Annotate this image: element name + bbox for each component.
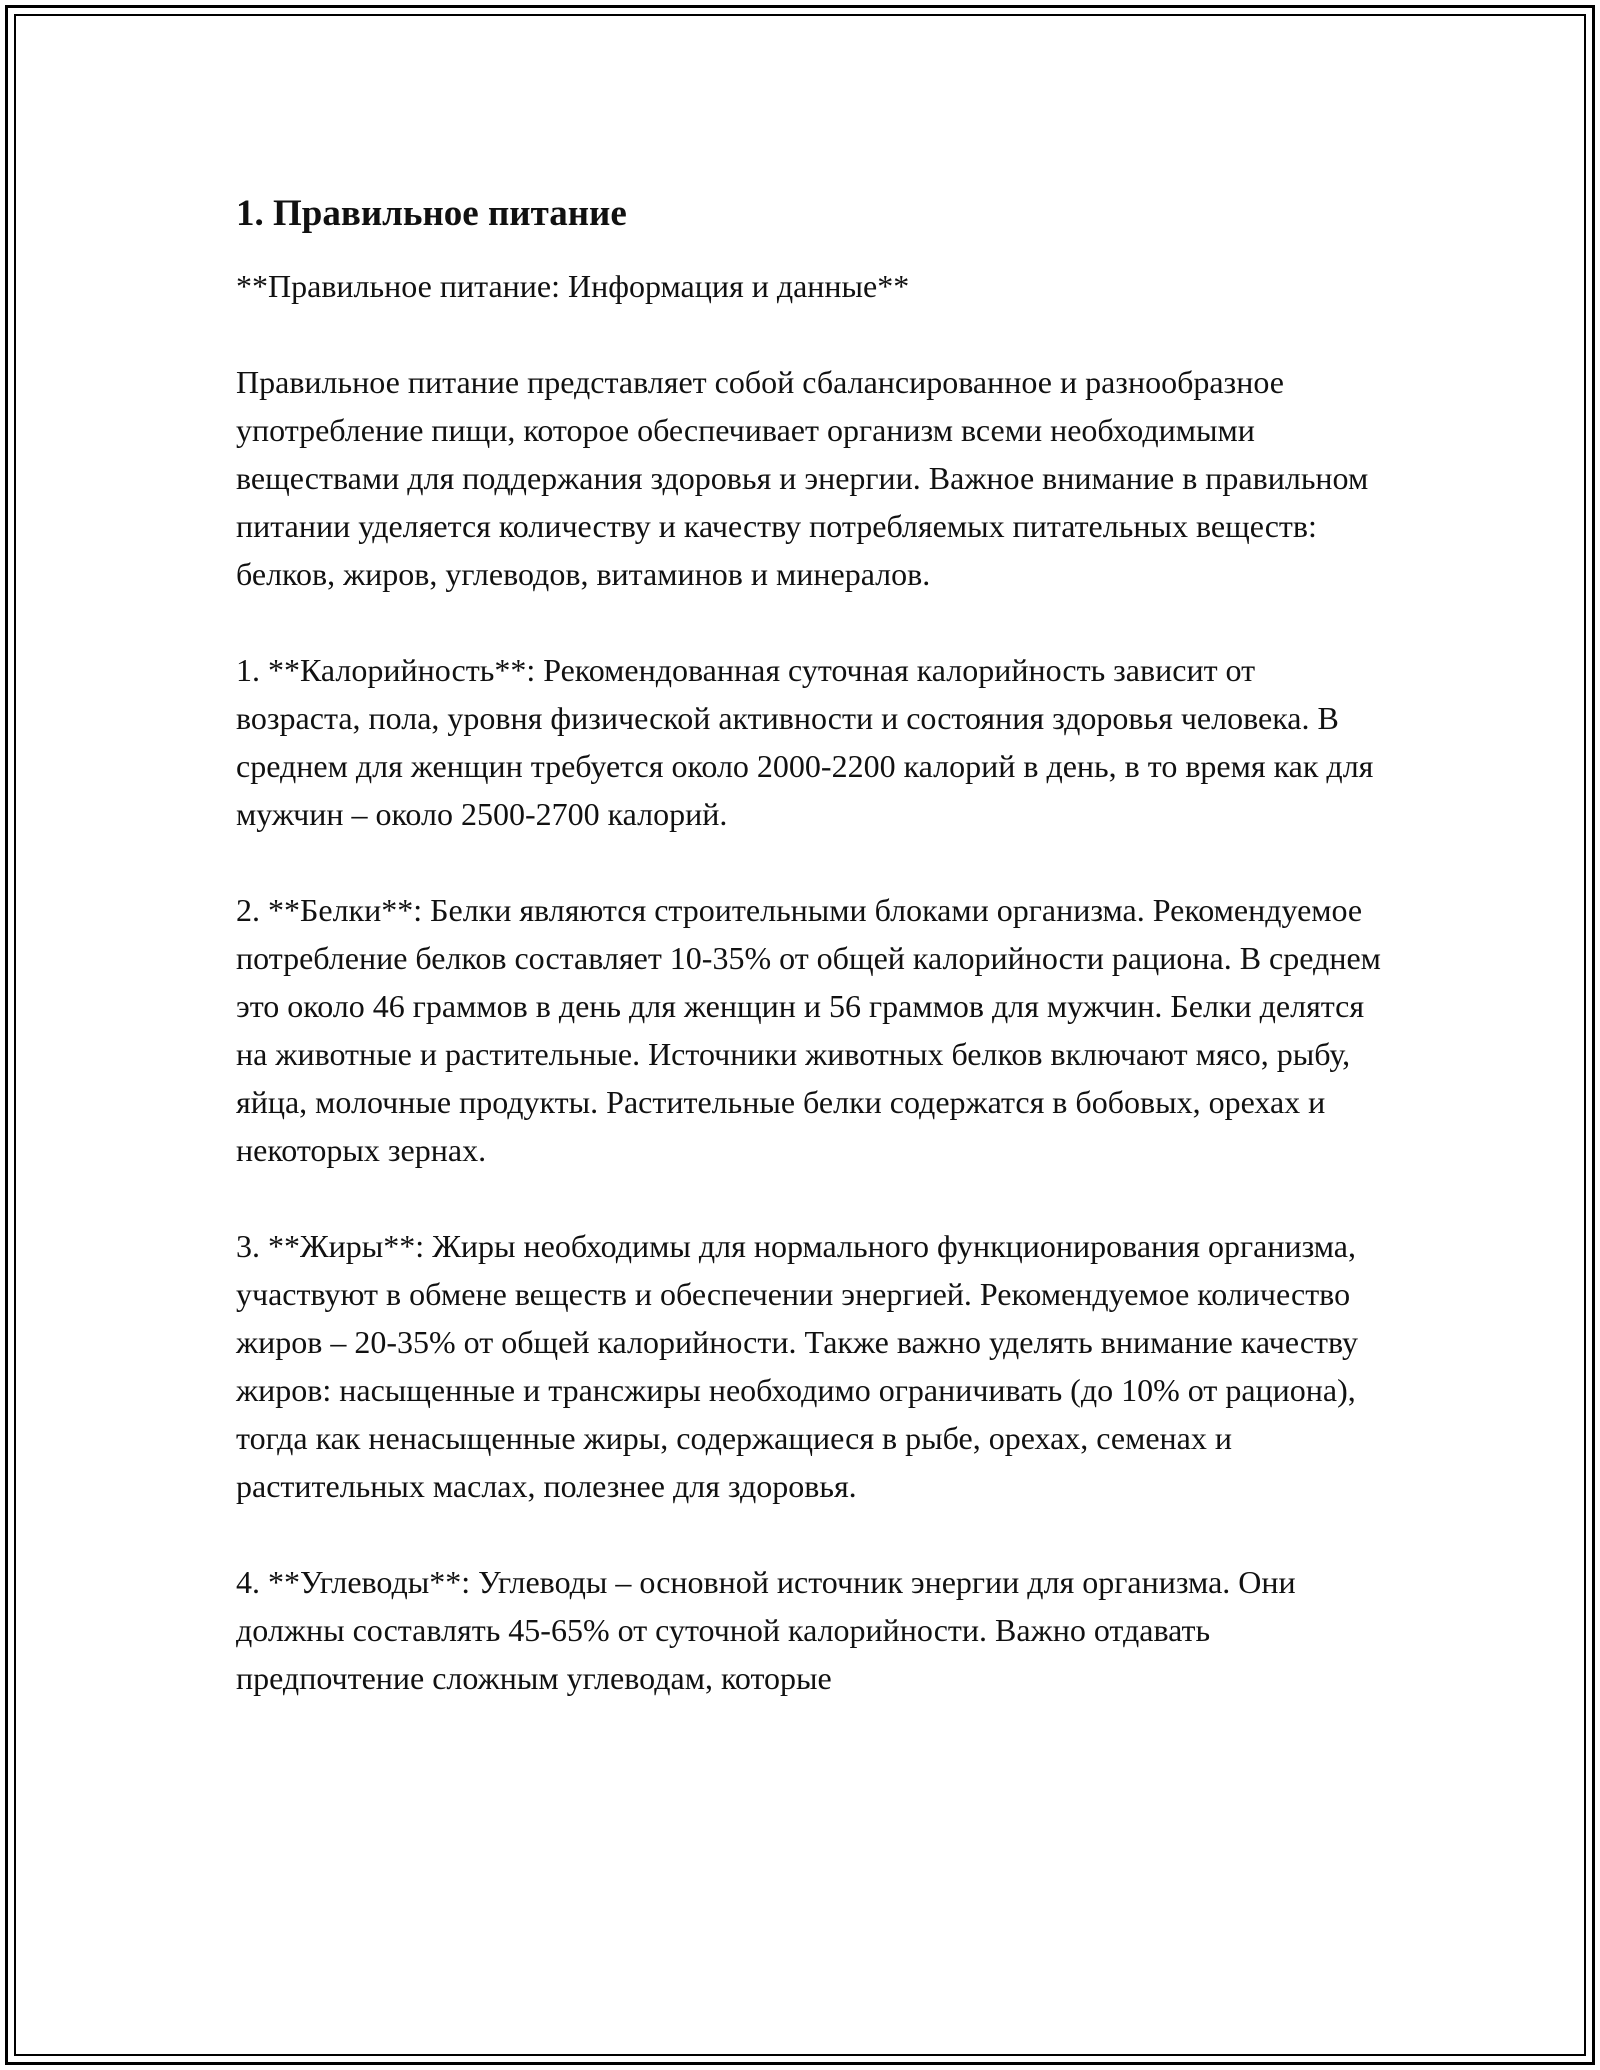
document-title: 1. Правильное питание — [236, 193, 627, 234]
document-body — [236, 190, 1386, 1702]
paragraph-fats: 3. **Жиры**: Жиры необходимы для нормального функционирования организма, участвуют в обмене веществ и обеспечении энергией. Рекомендуемое количество жиров – 20-35% от общей калорийности. Также важно уделять внимание качеству жиров: насыщенные и трансжиры необходимо ограничивать (до 10% от рациона), тогда как ненасыщенные жиры, содержащиеся в рыбе, орехах, семенах и растительных маслах, полезнее для здоровья. — [236, 1228, 1359, 1504]
paragraph-intro: Правильное питание представляет собой сбалансированное и разнообразное употребление пищи, которое обеспечивает организм всеми необходимыми веществами для поддержания здоровья и энергии. Важное внимание в правильном питании уделяется количеству и качеству потребляемых питательных веществ: белков, жиров, углеводов, витаминов и минералов. — [236, 364, 1369, 592]
paragraph-carbohydrates: 4. **Углеводы**: Углеводы – основной источник энергии для организма. Они должны составлять 45-65% от суточной калорийности. Важно отдавать предпочтение сложным углеводам, которые — [236, 1564, 1296, 1696]
document-subtitle: **Правильное питание: Информация и данные** — [236, 268, 910, 304]
paragraph-proteins: 2. **Белки**: Белки являются строительными блоками организма. Рекомендуемое потребление белков составляет 10-35% от общей калорийности рациона. В среднем это около 46 граммов в день для женщин и 56 граммов для мужчин. Белки делятся на животные и растительные. Источники животных белков включают мясо, рыбу, яйца, молочные продукты. Растительные белки содержатся в бобовых, орехах и некоторых зернах. — [236, 892, 1381, 1168]
paragraph-calories: 1. **Калорийность**: Рекомендованная суточная калорийность зависит от возраста, пола, уровня физической активности и состояния здоровья человека. В среднем для женщин требуется около 2000-2200 калорий в день, в то время как для мужчин – около 2500-2700 калорий. — [236, 652, 1374, 832]
